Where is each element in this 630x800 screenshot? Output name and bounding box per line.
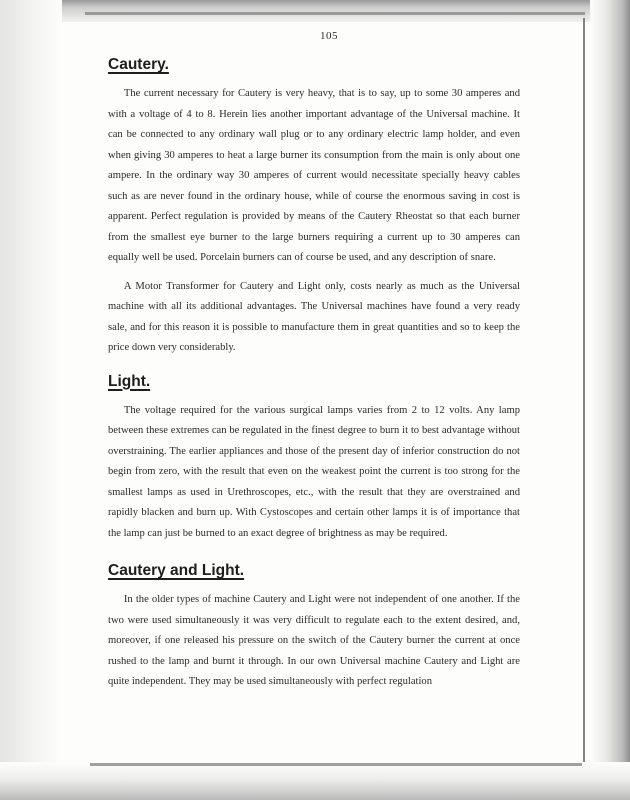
paragraph: The voltage required for the various surgical lamps varies from 2 to 12 volts. Any lamp between these extremes can be regulated in the finest degree to burn it to best advantage without overstraining. The earlier appliances and those of the present day of inferior construction do not begin from zero, with the result that even on the weakest point the current is too strong for the smallest lamps as used in Urethroscopes, etc., with the result that they are overstrained and rapidly blacken and burn up. With Cystoscopes and certain other lamps it is of importance that the lamp can just be burned to an exact degree of brightness as may be required. (108, 404, 520, 539)
section-heading-cautery: Cautery. (108, 56, 169, 73)
section-heading-light: Light. (108, 372, 151, 390)
section-cautery-and-light (108, 562, 520, 693)
section-heading-cautery-and-light: Cautery and Light. (108, 562, 245, 579)
scan-edge-left (0, 0, 62, 800)
page-content (108, 30, 520, 701)
section-cautery (108, 56, 520, 359)
page-top-border (85, 12, 585, 15)
page-right-border (583, 18, 585, 778)
paragraph: A Motor Transformer for Cautery and Light only, costs nearly as much as the Universal machine with all its additional advantages. The Universal machines have found a very ready sale, and for this reason it is possible to manufacture them in great quantities and so to keep the price down very considerably. (108, 280, 520, 353)
paragraph: In the older types of machine Cautery and Light were not independent of one another. If the two were used simultaneously it was very difficult to regulate each to the extent desired, and, moreover, if one released his pressure on the switch of the Cautery burner the current at once rushed to the lamp and burnt it through. In our own Universal machine Cautery and Light are quite independent. They may be used simultaneously with perfect regulation (108, 594, 520, 687)
scan-edge-bottom (0, 762, 630, 800)
section-light (108, 373, 520, 545)
page-bottom-border (90, 763, 582, 766)
scan-edge-top (0, 0, 630, 22)
page-number: 105 (320, 30, 338, 42)
scan-edge-right (590, 0, 630, 800)
paragraph: The current necessary for Cautery is very heavy, that is to say, up to some 30 amperes and with a voltage of 4 to 8. Herein lies another important advantage of the Universal machine. It can be connected to any ordinary wall plug or to any ordinary electric lamp holder, and even when giving 30 amperes to heat a large burner its consumption from the main is only about one ampere. In the ordinary way 30 amperes of current would necessitate specially heavy cables such as are never found in the ordinary house, while of course the enormous saving in cost is apparent. Perfect regulation is provided by means of the Cautery Rheostat so that each burner from the smallest eye burner to the large burners requiring a current up to 30 amperes can equally well be used. Porcelain burners can of course be used, and any description of snare. (108, 88, 520, 263)
